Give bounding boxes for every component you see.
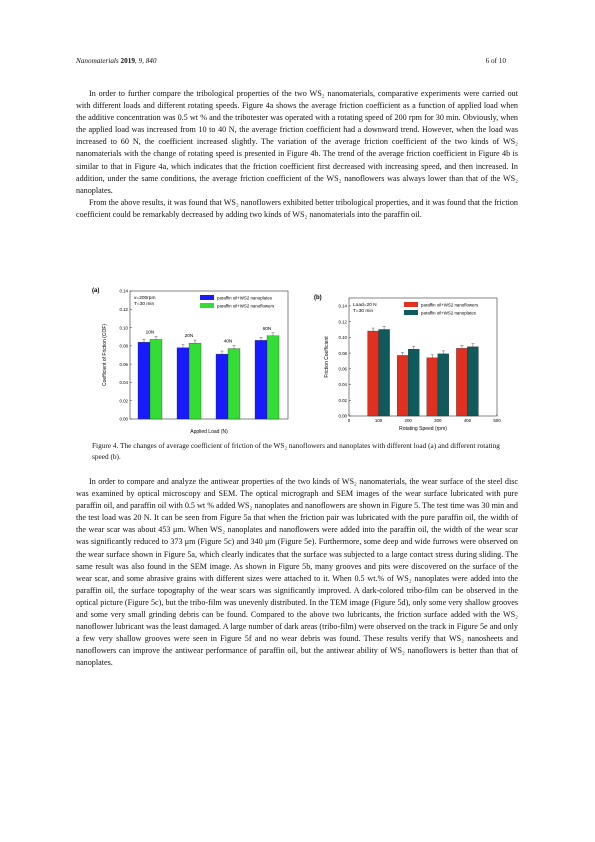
- figure-caption: Figure 4. The changes of average coefficient of friction of the WS₂ nanoflowers and nanoplates with different load (a) and different rotating speed (b).: [92, 441, 500, 461]
- y-tick-label: 0.06: [119, 361, 128, 367]
- condition-annotation: T=30 min: [353, 309, 374, 314]
- x-tick-label: 300: [434, 418, 442, 423]
- bar: [255, 340, 267, 419]
- body-text-bottom: [76, 476, 518, 670]
- y-tick-label: 0.14: [338, 303, 347, 309]
- bar: [427, 358, 438, 416]
- y-tick-label: 0.10: [119, 325, 128, 331]
- legend-label: paraffin oil+WS2 nanoplates: [217, 295, 272, 301]
- panel-label: (a): [92, 288, 100, 294]
- bar: [368, 331, 379, 416]
- bar: [456, 348, 467, 416]
- running-header: Nanomaterials 2019, 9, 840: [76, 57, 157, 65]
- bar: [216, 354, 228, 419]
- bar: [397, 355, 408, 416]
- y-tick-label: 0.04: [119, 380, 128, 386]
- y-tick-label: 0.00: [119, 416, 128, 422]
- category-label: 20N: [184, 334, 194, 340]
- bar: [150, 339, 162, 419]
- bar: [138, 342, 150, 419]
- y-tick-label: 0.02: [338, 397, 347, 403]
- category-label: 40N: [223, 339, 233, 345]
- y-tick-label: 0.02: [119, 398, 128, 404]
- x-tick-label: 400: [463, 418, 472, 423]
- legend-label: paraffin oil+WS2 nanoplates: [421, 310, 476, 316]
- condition-annotation: v=200rpm: [134, 296, 156, 301]
- y-axis-label: Friction Coefficient: [324, 336, 330, 378]
- x-axis-label: Applied Load (N): [190, 429, 228, 435]
- bar: [228, 349, 240, 419]
- bar: [438, 354, 449, 416]
- y-tick-label: 0.10: [338, 335, 347, 341]
- category-label: 60N: [262, 326, 272, 332]
- bar: [177, 348, 189, 419]
- paragraph-1: In order to further compare the tribological properties of the two WS₂ nanomaterials, comparative experiments were carried out with different loads and different rotating speeds. Figure 4a shows the average friction coefficient as a function of applied load when the additive concentration was 0.5 wt % and the tribotester was operated with a rotating speed of 200 rpm for 30 min. Obviously, when the applied load was increased from 10 to 40 N, the average friction coefficient had a downward trend. However, when the load was increased to 60 N, the coefficient increased slightly. The variation of the average friction coefficient of the two kinds of WS₂ nanomaterials with the change of rotating speed is presented in Figure 4b. The trend of the average friction coefficient in Figure 4b is similar to that in Figure 4a, which indicates that the friction coefficient first decreased with increasing speed, and then increased. In addition, under the same conditions, the average friction coefficient of the WS₂ nanoflowers was always lower than that of the WS₂ nanoplates.: [76, 89, 518, 195]
- x-tick-label: 100: [374, 418, 383, 423]
- bar: [467, 347, 478, 416]
- x-tick-label: 200: [404, 418, 412, 423]
- bar: [379, 329, 390, 416]
- body-text-top: [76, 88, 518, 221]
- x-tick-label: 0: [347, 418, 351, 423]
- x-axis-label: Rotating Speed (rpm): [399, 426, 447, 432]
- paragraph-3: In order to compare and analyze the antiwear properties of the two kinds of WS₂ nanomaterials, the wear surface of the steel disc was examined by optical microscopy and SEM. The optical micrograph and SEM images of the wear surface lubricated with pure paraffin oil, and paraffin oil with 0.5 wt % added WS₂ nanoplates and nanoflowers are shown in Figure 5. The test time was 30 min and the test load was 20 N. It can be seen from Figure 5a that when the friction pair was lubricated with the pure paraffin oil, the width of the wear scar was about 453 μm. When WS₂ nanoplates and nanoflowers were added into the paraffin oil, the width of the wear scar was significantly reduced to 373 μm (Figure 5c) and 340 μm (Figure 5e). Furthermore, some deep and wide furrows were observed on the wear surface shown in Figure 5a, which clearly indicates that the surface was subjected to a large contact stress during sliding. The same result was also found in the SEM image. As shown in Figure 5b, many grooves and pits were discovered on the surface of the wear scar, and some abrasive grains with different sizes were attached to it. When 0.5 wt.% of WS₂ nanoplates were added into the paraffin oil, the surface topography of the wear scars was significantly improved. A dark-colored tribo-film can be observed in the optical picture (Figure 5c), but the tribo-film was unevenly distributed. In the TEM image (Figure 5d), only some very shallow grooves and some very small grinding debris can be found. Compared to the above two lubricants, the friction surface added with the WS₂ nanoflower lubricant was the least damaged. A large number of dark areas (tribo-film) were observed on the track in Figure 5e and only a few very shallow grooves were seen in Figure 5f and no wear debris was found. These results verify that WS₂ nanosheets and nanoflowers can improve the antiwear performance of paraffin oil, but the antiwear ability of WS₂ nanoflowers is better than that of nanoplates.: [76, 477, 518, 668]
- x-tick-label: 500: [493, 418, 501, 423]
- condition-annotation: T=30 min: [134, 302, 155, 307]
- bar: [267, 336, 279, 419]
- y-axis-label: Coefficient of Friction (COF): [102, 323, 108, 387]
- legend-swatch: [404, 310, 418, 315]
- paragraph-2: From the above results, it was found that WS₂ nanoflowers exhibited better tribological properties, and it was found that the friction coefficient could be remarkably decreased by adding two kinds of WS₂ nanomaterials into the paraffin oil.: [76, 197, 518, 219]
- panel-a: [92, 288, 288, 435]
- y-tick-label: 0.00: [338, 413, 347, 419]
- legend-swatch: [200, 303, 214, 308]
- legend-label: paraffin oil+WS2 nanoflowers: [217, 303, 275, 309]
- panel-b: [314, 295, 501, 432]
- y-tick-label: 0.08: [119, 343, 128, 349]
- legend-swatch: [200, 295, 214, 300]
- y-tick-label: 0.08: [338, 350, 347, 356]
- panel-label: (b): [314, 295, 322, 301]
- page-number: 6 of 10: [485, 57, 506, 65]
- legend-label: paraffin oil+WS2 nanoflowers: [421, 302, 479, 308]
- y-tick-label: 0.12: [119, 306, 128, 312]
- category-label: 10N: [145, 330, 155, 336]
- y-tick-label: 0.04: [338, 382, 347, 388]
- y-tick-label: 0.14: [119, 288, 128, 294]
- figure-4: [92, 288, 502, 435]
- y-tick-label: 0.12: [338, 319, 347, 325]
- bar: [189, 343, 201, 419]
- y-tick-label: 0.06: [338, 366, 347, 372]
- condition-annotation: Load=20 N: [353, 303, 377, 308]
- bar: [408, 349, 419, 416]
- legend-swatch: [404, 302, 418, 307]
